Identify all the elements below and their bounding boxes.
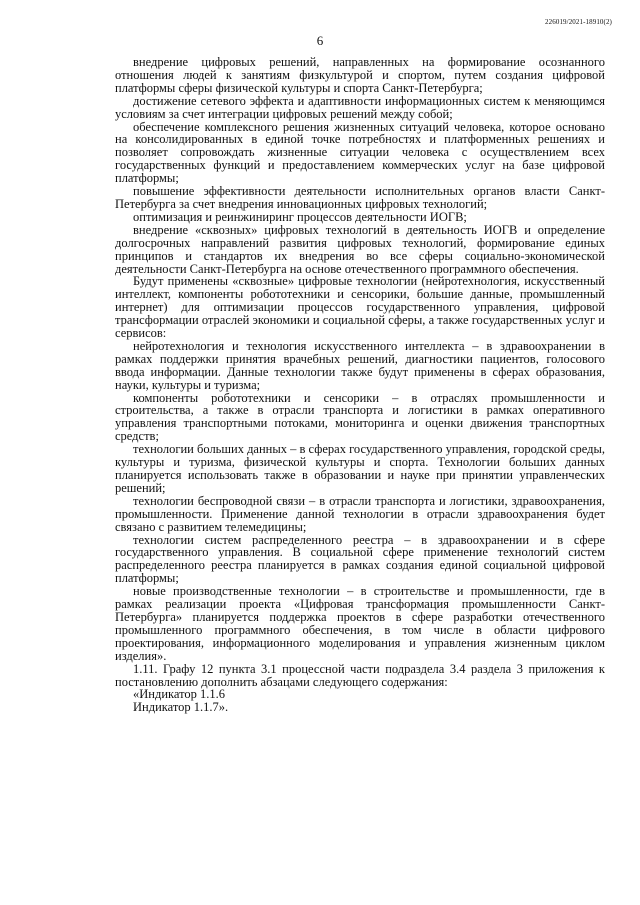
paragraph: 1.11. Графу 12 пункта 3.1 процессной части подраздела 3.4 раздела 3 приложения к постановлению дополнить абзацами следующего содержания: <box>115 661 605 689</box>
paragraph: внедрение «сквозных» цифровых технологий в деятельность ИОГВ и определение долгосрочных направлений развития цифровых технологий, формирование единых принципов и стандартов их внедрения во все сферы социально-экономической деятельности Санкт-Петербурга на основе отечественного программного обеспечения. <box>115 222 605 276</box>
paragraph: технологии систем распределенного реестра – в здравоохранении и в сфере государственного управления. В социальной сфере применение технологий систем распределенного реестра планируется в рамках создания единой социальной цифровой платформы; <box>115 532 605 586</box>
paragraph: нейротехнология и технология искусственного интеллекта – в здравоохранении в рамках поддержки принятия врачебных решений, диагностики пациентов, голосового ввода информации. Данные технологии также будут применены в сферах образования, науки, культуры и туризма; <box>115 338 605 392</box>
paragraph: обеспечение комплексного решения жизненных ситуаций человека, которое основано на консолидированных в единой точке потребностях и платформенных решениях и позволяет сопровождать жизненные ситуации человека с осуществлением всех государственных функций и предоставлением коммерческих услуг на базе цифровой платформы; <box>115 119 605 186</box>
paragraph: внедрение цифровых решений, направленных на формирование осознанного отношения людей к занятиям физкультурой и спортом, путем создания цифровой платформы сферы физической культуры и спорта Санкт-Петербурга; <box>115 55 605 95</box>
paragraph: оптимизация и реинжиниринг процессов деятельности ИОГВ; <box>133 209 467 224</box>
paragraph: новые производственные технологии – в строительстве и промышленности, где в рамках реализации проекта «Цифровая трансформация промышленности Санкт-Петербурга» планируется поддержка проектов в сфере разработки отечественного промышленного программного обеспечения, в том числе в области цифрового проектирования, информационного моделирования и управления жизненным циклом изделия». <box>115 584 605 663</box>
paragraph: достижение сетевого эффекта и адаптивности информационных систем к меняющимся условиям за счет интеграции цифровых решений между собой; <box>115 93 605 121</box>
document-body <box>115 56 605 714</box>
indicator-line: Индикатор 1.1.7». <box>133 700 229 715</box>
paragraph: технологии беспроводной связи – в отрасли транспорта и логистики, здравоохранения, промышленности. Применение данной технологии в отрасли здравоохранения будет связано с развитием телемедицины; <box>115 493 605 534</box>
paragraph: повышение эффективности деятельности исполнительных органов власти Санкт-Петербурга за счет внедрения инновационных цифровых технологий; <box>115 184 605 211</box>
document-registration-number: 226019/2021-18910(2) <box>545 18 612 26</box>
page-number: 6 <box>316 33 324 48</box>
indicator-line: «Индикатор 1.1.6 <box>133 687 226 702</box>
paragraph: Будут применены «сквозные» цифровые технологии (нейротехнология, искусственный интеллект, компоненты робототехники и сенсорики, большие данные, промышленный интернет) для оптимизации процессов государственного управления, цифровой трансформации отраслей экономики и социальной сферы, а также государственных услуг и сервисов: <box>115 274 605 341</box>
paragraph: компоненты робототехники и сенсорики – в отраслях промышленности и строительства, а также в отрасли транспорта и логистики в рамках оперативного управления транспортными потоками, мониторинга и оценки движения транспортных средств; <box>115 390 605 444</box>
paragraph: технологии больших данных – в сферах государственного управления, городской среды, культуры и туризма, физической культуры и спорта. Технологии больших данных планируется использовать также в образовании и науке при принятии управленческих решений; <box>115 442 605 495</box>
